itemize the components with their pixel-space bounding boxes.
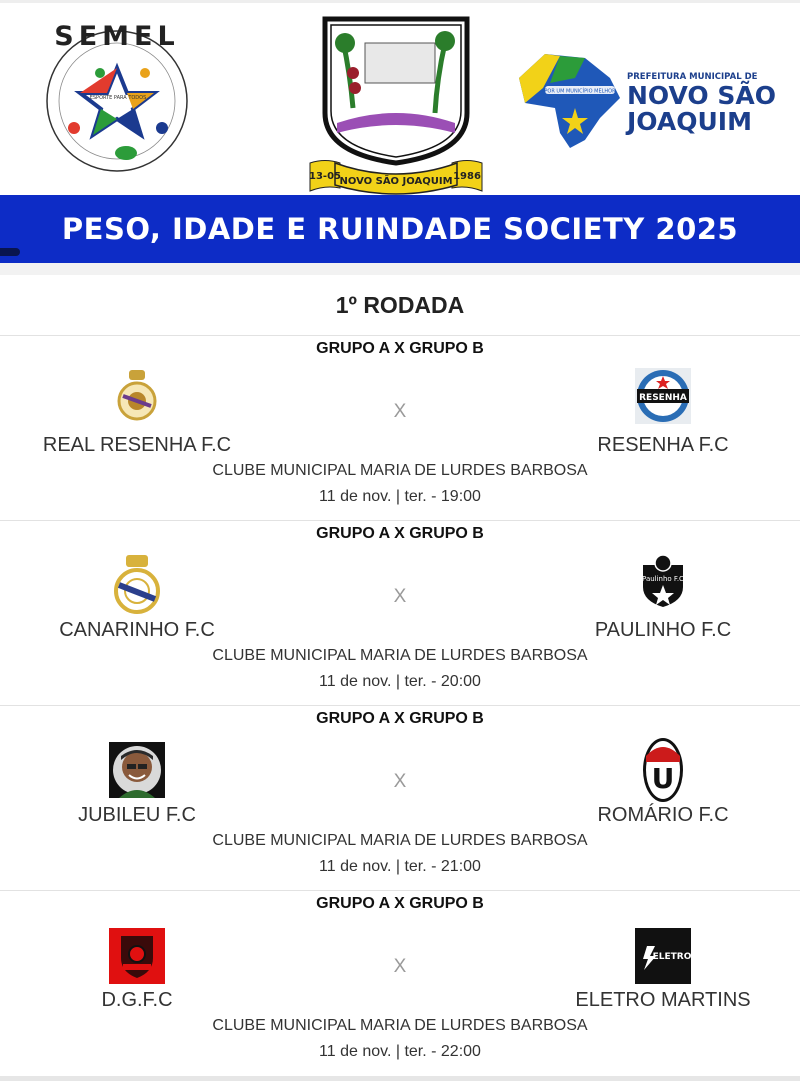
match-datetime: 11 de nov. | ter. - 20:00 (319, 673, 481, 690)
prefeitura-line3: JOAQUIM (627, 107, 752, 136)
away-team-name: ROMÁRIO F.C (597, 804, 729, 826)
crest-ribbon-center: NOVO SÃO JOAQUIM (339, 176, 453, 187)
eletro-badge-text: ELETRO (652, 952, 691, 962)
crest-ribbon-right: 1986 (453, 171, 481, 182)
match-venue: CLUBE MUNICIPAL MARIA DE LURDES BARBOSA (212, 462, 588, 479)
home-team-name: REAL RESENHA F.C (42, 434, 232, 456)
tournament-banner (0, 195, 800, 263)
semel-logo (30, 13, 205, 193)
footer-divider (0, 1076, 800, 1081)
paulinho-badge-text: Paulinho F.C (642, 575, 684, 583)
away-team-name: ELETRO MARTINS (575, 989, 751, 1011)
eletro-badge-icon (635, 928, 691, 984)
prefeitura-map-caption: POR UM MUNICÍPIO MELHOR (544, 88, 616, 95)
home-team-name: CANARINHO F.C (59, 619, 215, 641)
home-team-name: JUBILEU F.C (78, 804, 196, 826)
resenha-badge-text: RESENHA (639, 393, 687, 403)
match-card[interactable] (0, 335, 800, 520)
round-header (0, 275, 800, 335)
paulinho-badge-icon (635, 553, 691, 609)
away-team-name: RESENHA F.C (597, 434, 729, 456)
match-group: GRUPO A X GRUPO B (316, 525, 484, 542)
away-team-name: PAULINHO F.C (594, 619, 732, 641)
semel-wordmark: SEMEL (54, 21, 180, 52)
match-card[interactable] (0, 705, 800, 890)
match-venue: CLUBE MUNICIPAL MARIA DE LURDES BARBOSA (212, 832, 588, 849)
match-venue: CLUBE MUNICIPAL MARIA DE LURDES BARBOSA (212, 1017, 588, 1034)
banner-tab (0, 248, 20, 256)
municipal-crest (305, 13, 487, 195)
vs-label: X (393, 401, 407, 422)
match-group: GRUPO A X GRUPO B (316, 340, 484, 357)
round-title: 1º RODADA (335, 291, 465, 318)
romario-badge-icon (635, 736, 691, 804)
crest-ribbon-left: 13-05 (309, 171, 341, 182)
home-team-name: D.G.F.C (101, 989, 173, 1011)
banner-spacer (0, 263, 800, 275)
tournament-title: PESO, IDADE E RUINDADE SOCIETY 2025 (61, 212, 739, 246)
header (0, 0, 800, 195)
prefeitura-logo (515, 48, 790, 158)
romario-badge-text: U (651, 762, 675, 795)
match-card[interactable] (0, 520, 800, 705)
prefeitura-line2: NOVO SÃO (627, 81, 776, 110)
match-datetime: 11 de nov. | ter. - 22:00 (319, 1043, 481, 1060)
match-group: GRUPO A X GRUPO B (316, 895, 484, 912)
semel-slogan: ESPORTE PARA TODOS (89, 95, 147, 101)
vs-label: X (393, 771, 407, 792)
match-card[interactable] (0, 890, 800, 1076)
resenha-badge-icon (635, 368, 691, 424)
match-venue: CLUBE MUNICIPAL MARIA DE LURDES BARBOSA (212, 647, 588, 664)
vs-label: X (393, 586, 407, 607)
match-datetime: 11 de nov. | ter. - 19:00 (319, 488, 481, 505)
match-group: GRUPO A X GRUPO B (316, 710, 484, 727)
match-datetime: 11 de nov. | ter. - 21:00 (319, 858, 481, 875)
prefeitura-line1: PREFEITURA MUNICIPAL DE (627, 72, 758, 82)
vs-label: X (393, 956, 407, 977)
